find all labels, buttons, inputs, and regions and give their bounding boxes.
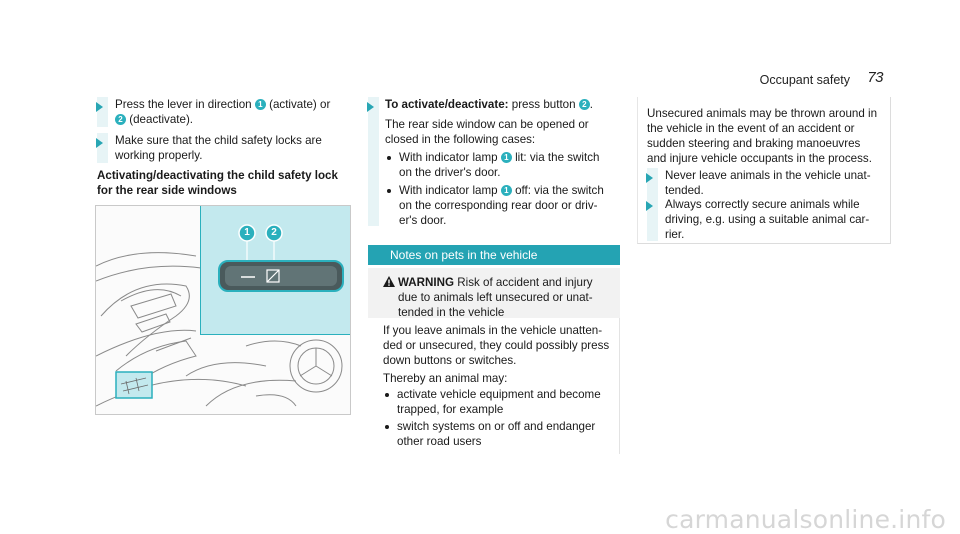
list-text: trapped, for example — [397, 403, 504, 416]
step-text: closed in the following cases: — [385, 133, 536, 146]
list-item — [385, 150, 625, 180]
list-text: off: via the switch — [515, 184, 604, 197]
callout-2-badge: 2 — [115, 114, 126, 125]
step-press-lever — [115, 97, 355, 127]
list-item — [383, 387, 618, 417]
step-text: (deactivate). — [129, 113, 194, 126]
step-desc — [385, 117, 625, 147]
notes-section-header: Notes on pets in the vehicle — [368, 245, 620, 265]
list-text: on the corresponding rear door or driv- — [399, 199, 598, 212]
section-title: Occupant safety — [759, 73, 850, 87]
body-line: and injure vehicle occupants in the process. — [647, 152, 872, 165]
callout-2-badge: 2 — [579, 99, 590, 110]
body-line: ded or unsecured, they could possibly press — [383, 339, 610, 352]
step-text: The rear side window can be opened or — [385, 118, 589, 131]
watermark: carmanualsonline.info — [665, 505, 946, 534]
body-line: If you leave animals in the vehicle unatten- — [383, 324, 603, 337]
zoom-panel — [200, 206, 351, 335]
step-text: tended. — [665, 184, 704, 197]
body-line: Thereby an animal may: — [383, 372, 508, 385]
warning-line: due to animals left unsecured or unat- — [398, 291, 593, 304]
callout-1-badge: 1 — [501, 152, 512, 163]
step-text: (activate) or — [269, 98, 331, 111]
step-activate-deactivate — [385, 97, 625, 228]
body-line: down buttons or switches. — [383, 354, 517, 367]
warning-label: WARNING — [398, 276, 455, 289]
step-text: rier. — [665, 228, 685, 241]
body-line: sudden steering and braking manoeuvres — [647, 137, 861, 150]
step-marker-bar — [368, 97, 379, 226]
step-text: Make sure that the child safety locks are — [115, 134, 322, 147]
step-arrow-icon — [646, 173, 653, 183]
warning-line: tended in the vehicle — [398, 306, 505, 319]
step-text: working properly. — [115, 149, 203, 162]
step-text: Press the lever in direction — [115, 98, 252, 111]
list-text: er's door. — [399, 214, 447, 227]
door-panel-illustration — [95, 205, 351, 415]
callout-2-label: 2 — [271, 227, 277, 238]
step-never-leave — [665, 168, 890, 198]
animals-para — [647, 106, 887, 166]
step-check-locks — [115, 133, 355, 163]
list-text: switch systems on or off and endanger — [397, 420, 596, 433]
heading-line: for the rear side windows — [97, 184, 237, 197]
step-arrow-icon — [96, 138, 103, 148]
step-text: Always correctly secure animals while — [665, 198, 860, 211]
step-arrow-icon — [646, 201, 653, 211]
body-line: the vehicle in the event of an accident or — [647, 122, 855, 135]
step-text: Never leave animals in the vehicle unat- — [665, 169, 871, 182]
step-text: . — [589, 98, 594, 111]
page-number: 73 — [867, 69, 883, 86]
warning-triangle-icon — [383, 276, 395, 287]
body-para — [383, 371, 618, 386]
list-text: on the driver's door. — [399, 166, 501, 179]
step-text: driving, e.g. using a suitable animal car- — [665, 213, 870, 226]
list-text: other road users — [397, 435, 482, 448]
notes-body — [383, 323, 618, 449]
list-item — [385, 183, 625, 228]
step-arrow-icon — [96, 102, 103, 112]
heading-line: Activating/deactivating the child safety lock — [97, 169, 338, 182]
callout-1-badge: 1 — [255, 99, 266, 110]
step-label: To activate/deactivate: — [385, 98, 509, 111]
warning-text — [398, 275, 618, 320]
warning-line: Risk of accident and injury — [457, 276, 593, 289]
list-text: With indicator lamp — [399, 151, 498, 164]
step-arrow-icon — [367, 102, 374, 112]
list-text: With indicator lamp — [399, 184, 498, 197]
step-secure-animals — [665, 197, 890, 242]
step-text: press button — [511, 98, 576, 111]
callout-1-badge: 1 — [501, 185, 512, 196]
list-text: activate vehicle equipment and become — [397, 388, 601, 401]
list-text: lit: via the switch — [515, 151, 600, 164]
list-item — [383, 419, 618, 449]
body-line: Unsecured animals may be thrown around in — [647, 107, 878, 120]
section-heading-child-lock — [97, 168, 357, 198]
callout-1-label: 1 — [244, 227, 250, 238]
